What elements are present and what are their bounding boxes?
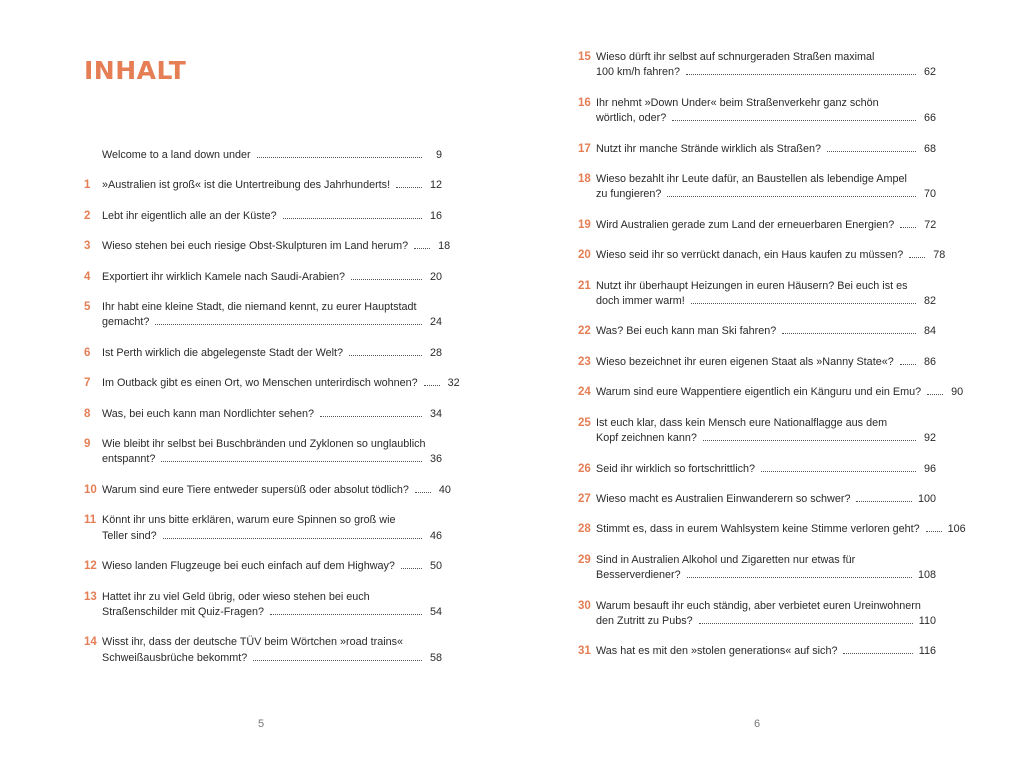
chapter-title-text: Besserverdiener? (596, 569, 681, 582)
chapter-title-text: Wieso seid ihr so verrückt danach, ein Haus kaufen zu müssen? (596, 249, 904, 262)
toc-entry[interactable] (84, 270, 442, 285)
chapter-title-text: Straßenschilder mit Quiz-Fragen? (102, 605, 265, 618)
chapter-title-line (102, 178, 442, 193)
page-reference: 96 (923, 462, 936, 475)
dot-leader (414, 239, 430, 249)
chapter-title-line (596, 248, 946, 263)
chapter-title-line (596, 568, 936, 583)
chapter-title-text: Exportiert ihr wirklich Kamele nach Saudi-Arabien? (102, 270, 346, 283)
toc-entry[interactable] (578, 462, 936, 477)
page-reference: 82 (923, 295, 936, 308)
chapter-number: 8 (84, 407, 91, 420)
toc-entry[interactable] (578, 416, 936, 447)
page-reference: 78 (933, 249, 946, 262)
chapter-title-line (596, 187, 936, 202)
chapter-title (596, 385, 964, 400)
dot-leader (927, 385, 943, 395)
chapter-number: 19 (578, 218, 591, 231)
chapter-title-text: Seid ihr wirklich so fortschrittlich? (596, 462, 756, 475)
page-reference: 108 (917, 569, 936, 582)
chapter-title (102, 178, 442, 193)
chapter-title (102, 148, 442, 163)
dot-leader (703, 431, 916, 441)
page-reference: 34 (429, 407, 442, 420)
toc-entry[interactable] (84, 178, 442, 193)
chapter-title-text: wörtlich, oder? (596, 112, 667, 125)
chapter-title-line (596, 644, 936, 659)
toc-entry[interactable] (578, 96, 936, 127)
chapter-number: 25 (578, 416, 591, 429)
chapter-title (102, 270, 442, 285)
chapter-title (102, 635, 442, 666)
toc-entry[interactable] (84, 590, 442, 621)
chapter-title-text: den Zutritt zu Pubs? (596, 614, 693, 627)
chapter-title-line (596, 462, 936, 477)
chapter-title-line (596, 492, 936, 507)
chapter-title-line (102, 239, 451, 254)
toc-entry[interactable] (84, 559, 442, 574)
page-reference: 110 (918, 614, 936, 627)
chapter-title-text: Lebt ihr eigentlich alle an der Küste? (102, 209, 277, 222)
dot-leader (909, 248, 925, 258)
chapter-number: 13 (84, 590, 97, 603)
page-reference: 32 (447, 377, 460, 390)
chapter-number: 21 (578, 279, 591, 292)
chapter-number: 1 (84, 179, 91, 192)
chapter-title (596, 96, 936, 127)
toc-entry[interactable] (578, 644, 936, 659)
chapter-number: 16 (578, 96, 591, 109)
chapter-title (596, 492, 936, 507)
page-reference: 62 (923, 66, 936, 79)
page-reference: 106 (947, 523, 966, 536)
chapter-title-line (102, 651, 442, 666)
dot-leader (900, 355, 916, 365)
chapter-title (596, 218, 936, 233)
dot-leader (827, 142, 916, 152)
chapter-title-text: doch immer warm! (596, 295, 685, 308)
dot-leader (424, 376, 440, 386)
chapter-title-line (596, 294, 936, 309)
page-reference: 100 (917, 492, 936, 505)
toc-entry[interactable] (84, 346, 442, 361)
chapter-title-line: Sind in Australien Alkohol und Zigaretten nur etwas für (596, 553, 856, 566)
toc-entry[interactable] (84, 376, 460, 391)
dot-leader (349, 346, 422, 356)
chapter-number: 5 (84, 301, 91, 314)
page-number-right: 6 (754, 718, 761, 730)
chapter-title (596, 248, 946, 263)
page-reference: 92 (923, 432, 936, 445)
toc-entry[interactable] (578, 50, 936, 81)
dot-leader (253, 651, 422, 661)
right-page (510, 0, 1020, 765)
chapter-number: 18 (578, 173, 591, 186)
chapter-title-line: Wie bleibt ihr selbst bei Buschbränden und Zyklonen so unglaublich (102, 438, 426, 451)
chapter-number: 2 (84, 209, 91, 222)
page-reference: 16 (429, 209, 442, 222)
chapter-number: 31 (578, 645, 591, 658)
chapter-title-line: Hattet ihr zu viel Geld übrig, oder wieso stehen bei euch (102, 590, 370, 603)
chapter-title-line (102, 315, 442, 330)
page-reference: 70 (923, 188, 936, 201)
page-reference: 72 (924, 218, 937, 231)
chapter-title-text: »Australien ist groß« ist die Untertreibung des Jahrhunderts! (102, 179, 391, 192)
chapter-title (102, 376, 460, 391)
chapter-title-text: Wieso landen Flugzeuge bei euch einfach auf dem Highway? (102, 560, 395, 573)
chapter-title-text: gemacht? (102, 316, 150, 329)
dot-leader (926, 522, 942, 532)
chapter-title-line (102, 376, 460, 391)
chapter-title-line (102, 605, 442, 620)
chapter-title-line (596, 142, 936, 157)
chapter-title-line (102, 452, 442, 467)
chapter-title (102, 407, 442, 422)
chapter-title-text: Warum sind eure Wappentiere eigentlich ein Känguru und ein Emu? (596, 386, 922, 399)
toc-entry[interactable] (578, 218, 936, 233)
chapter-title-line (102, 346, 442, 361)
toc-heading: INHALT (84, 56, 187, 85)
chapter-title (596, 355, 936, 370)
chapter-title-text: Stimmt es, dass in eurem Wahlsystem keine Stimme verloren geht? (596, 523, 920, 536)
dot-leader (843, 644, 912, 654)
toc-entry[interactable] (84, 407, 442, 422)
chapter-number: 4 (84, 270, 91, 283)
chapter-number: 26 (578, 462, 591, 475)
chapter-number: 12 (84, 560, 97, 573)
toc-entry[interactable] (578, 142, 936, 157)
page-reference: 54 (429, 605, 442, 618)
chapter-title-text: Welcome to a land down under (102, 149, 251, 161)
chapter-title-line (102, 407, 442, 422)
chapter-title-text: Teller sind? (102, 529, 157, 542)
toc-entry[interactable] (84, 239, 451, 254)
chapter-number: 14 (84, 636, 97, 649)
chapter-number: 3 (84, 240, 91, 253)
chapter-title-line: Warum besauft ihr euch ständig, aber verbietet euren Ureinwohnern (596, 599, 921, 612)
page-number-left: 5 (258, 718, 265, 730)
chapter-title-text: Warum sind eure Tiere entweder supersüß oder absolut tödlich? (102, 483, 409, 496)
chapter-title-text: zu fungieren? (596, 188, 662, 201)
chapter-number: 9 (84, 438, 91, 451)
chapter-number: 23 (578, 355, 591, 368)
toc-entry[interactable] (578, 492, 936, 507)
chapter-title-text: Wird Australien gerade zum Land der erneuerbaren Energien? (596, 218, 895, 231)
page-reference: 86 (923, 355, 936, 368)
chapter-number: 17 (578, 142, 591, 155)
chapter-title (596, 172, 936, 203)
dot-leader (257, 148, 422, 158)
chapter-title (102, 559, 442, 574)
chapter-title (596, 279, 936, 310)
chapter-title-line (596, 65, 936, 80)
chapter-title-line (102, 148, 442, 163)
dot-leader (270, 605, 422, 615)
dot-leader (900, 218, 916, 228)
dot-leader (283, 209, 422, 219)
toc-list-left (84, 148, 460, 681)
chapter-title-line: Ihr nehmt »Down Under« beim Straßenverkehr ganz schön (596, 96, 879, 109)
chapter-title (102, 300, 442, 331)
page-reference: 66 (923, 112, 936, 125)
toc-entry[interactable] (84, 635, 442, 666)
toc-entry[interactable] (578, 248, 946, 263)
page-reference: 116 (918, 645, 936, 658)
page-reference: 58 (429, 651, 442, 664)
toc-entry[interactable] (84, 513, 442, 544)
chapter-title (596, 553, 936, 584)
chapter-title-line (102, 483, 451, 498)
page-reference: 50 (429, 560, 442, 573)
toc-entry[interactable] (84, 300, 442, 331)
page-reference: 84 (923, 325, 936, 338)
chapter-title-line: Ihr habt eine kleine Stadt, die niemand kennt, zu eurer Hauptstadt (102, 301, 417, 314)
chapter-title (102, 513, 442, 544)
chapter-title-text: Nutzt ihr manche Strände wirklich als Straßen? (596, 142, 822, 155)
page-reference: 40 (438, 483, 451, 496)
chapter-title-text: entspannt? (102, 453, 156, 466)
chapter-title-line (596, 431, 936, 446)
toc-entry[interactable] (578, 324, 936, 339)
chapter-title-line: Ist euch klar, dass kein Mensch eure Nationalflagge aus dem (596, 416, 888, 429)
chapter-title (596, 522, 966, 537)
chapter-title-line (102, 270, 442, 285)
page-reference: 36 (429, 453, 442, 466)
toc-entry[interactable] (84, 148, 442, 163)
toc-entry[interactable] (578, 553, 936, 584)
chapter-number: 10 (84, 483, 97, 496)
chapter-title-text: Kopf zeichnen kann? (596, 432, 697, 445)
page-reference: 18 (438, 240, 451, 253)
page-reference: 9 (435, 149, 442, 161)
chapter-number: 29 (578, 553, 591, 566)
chapter-number: 20 (578, 249, 591, 262)
toc-entry[interactable] (578, 172, 936, 203)
dot-leader (155, 315, 422, 325)
chapter-title (102, 590, 442, 621)
dot-leader (699, 614, 913, 624)
chapter-number: 22 (578, 325, 591, 338)
dot-leader (667, 187, 916, 197)
chapter-number: 27 (578, 492, 591, 505)
chapter-title (596, 462, 936, 477)
chapter-title-line: Wieso dürft ihr selbst auf schnurgeraden Straßen maximal (596, 51, 875, 63)
toc-list-right (578, 50, 966, 675)
toc-entry[interactable] (578, 355, 936, 370)
chapter-title (596, 324, 936, 339)
chapter-title-text: Im Outback gibt es einen Ort, wo Menschen unterirdisch wohnen? (102, 377, 418, 390)
toc-entry[interactable] (578, 599, 936, 630)
dot-leader (687, 568, 912, 578)
dot-leader (415, 483, 431, 493)
chapter-title-line (102, 529, 442, 544)
page-reference: 46 (429, 529, 442, 542)
dot-leader (396, 178, 422, 188)
chapter-title (102, 346, 442, 361)
page-reference: 12 (429, 179, 442, 192)
page-reference: 24 (429, 316, 442, 329)
chapter-title (102, 483, 451, 498)
chapter-title (596, 644, 936, 659)
chapter-title-line (596, 614, 936, 629)
page-reference: 20 (429, 270, 442, 283)
toc-entry[interactable] (578, 522, 966, 537)
chapter-title-text: Was, bei euch kann man Nordlichter sehen? (102, 407, 315, 420)
chapter-title-line (596, 218, 936, 233)
chapter-title (596, 142, 936, 157)
chapter-title-line (596, 522, 966, 537)
chapter-title-text: Ist Perth wirklich die abgelegenste Stadt der Welt? (102, 346, 344, 359)
chapter-number: 11 (84, 514, 97, 527)
page-reference: 68 (923, 142, 936, 155)
chapter-title (596, 50, 936, 81)
chapter-number: 30 (578, 599, 591, 612)
toc-entry[interactable] (84, 437, 442, 468)
dot-leader (672, 111, 916, 121)
dot-leader (686, 65, 916, 75)
chapter-title-line (596, 111, 936, 126)
dot-leader (161, 452, 422, 462)
dot-leader (782, 324, 916, 334)
toc-entry[interactable] (84, 209, 442, 224)
chapter-title (102, 239, 451, 254)
page-reference: 28 (429, 346, 442, 359)
dot-leader (856, 492, 912, 502)
chapter-title-line (596, 385, 964, 400)
chapter-title-line: Nutzt ihr überhaupt Heizungen in euren Häusern? Bei euch ist es (596, 279, 908, 292)
chapter-title-text: Was hat es mit den »stolen generations« auf sich? (596, 645, 838, 658)
dot-leader (691, 294, 916, 304)
chapter-number: 7 (84, 377, 91, 390)
chapter-title-line (102, 209, 442, 224)
chapter-title-text: Wieso macht es Australien Einwanderern so schwer? (596, 492, 851, 505)
chapter-title-line (596, 324, 936, 339)
chapter-title (596, 599, 936, 630)
chapter-title-line: Wieso bezahlt ihr Leute dafür, an Baustellen als lebendige Ampel (596, 173, 907, 186)
chapter-title-line: Könnt ihr uns bitte erklären, warum eure Spinnen so groß wie (102, 514, 396, 527)
chapter-title-text: Wieso stehen bei euch riesige Obst-Skulpturen im Land herum? (102, 240, 409, 253)
toc-entry[interactable] (578, 279, 936, 310)
dot-leader (761, 462, 916, 472)
toc-entry[interactable] (578, 385, 964, 400)
chapter-number: 24 (578, 386, 591, 399)
chapter-title (596, 416, 936, 447)
dot-leader (351, 270, 422, 280)
chapter-title-line: Wisst ihr, dass der deutsche TÜV beim Wörtchen »road trains« (102, 636, 404, 649)
chapter-title-text: 100 km/h fahren? (596, 66, 681, 79)
chapter-title (102, 209, 442, 224)
chapter-number: 6 (84, 346, 91, 359)
chapter-title-text: Was? Bei euch kann man Ski fahren? (596, 325, 777, 338)
chapter-number: 28 (578, 523, 591, 536)
dot-leader (401, 559, 422, 569)
chapter-number: 15 (578, 51, 591, 63)
dot-leader (163, 529, 422, 539)
chapter-title (102, 437, 442, 468)
chapter-title-text: Schweißausbrüche bekommt? (102, 651, 248, 664)
dot-leader (320, 407, 422, 417)
chapter-title-line (102, 559, 442, 574)
page-reference: 90 (951, 386, 964, 399)
toc-entry[interactable] (84, 483, 451, 498)
chapter-title-line (596, 355, 936, 370)
chapter-title-text: Wieso bezeichnet ihr euren eigenen Staat als »Nanny State«? (596, 355, 894, 368)
